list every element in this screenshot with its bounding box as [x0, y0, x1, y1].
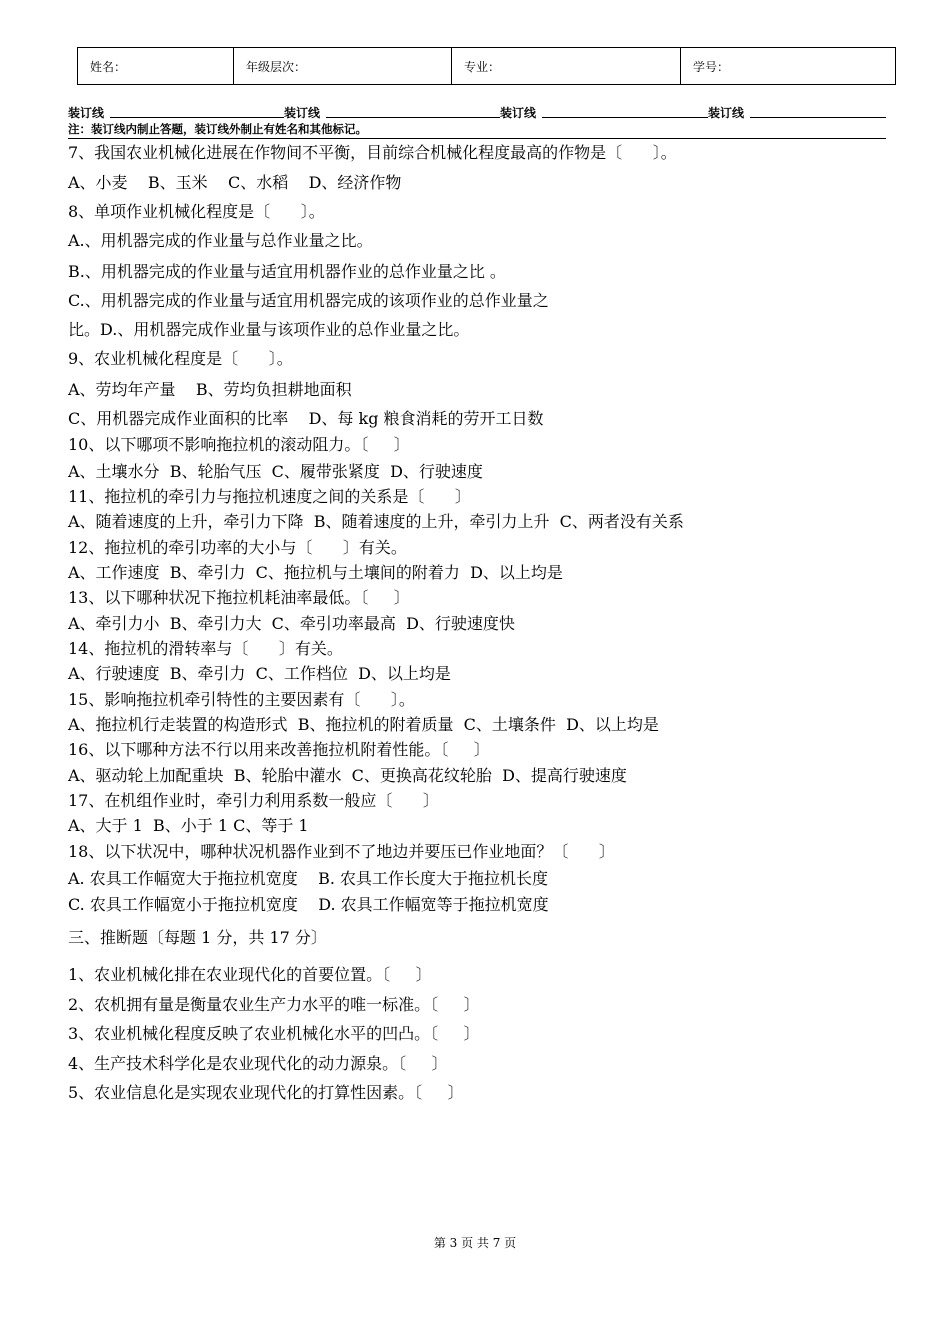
binding-line	[68, 104, 886, 118]
question-10-options: A、土壤水分 B、轮胎气压 C、履带张紧度 D、行驶速度	[68, 462, 483, 481]
binding-rule-1	[110, 117, 284, 118]
question-17-options: A、大于 1 B、小于 1 C、等于 1	[68, 816, 309, 835]
question-14: 14、拖拉机的滑转率与〔 〕有关。	[68, 639, 343, 658]
question-9-options-ab: A、劳均年产量 B、劳均负担耕地面积	[68, 380, 352, 399]
question-13: 13、以下哪种状况下拖拉机耗油率最低。〔 〕	[68, 588, 410, 607]
student-id-field[interactable]	[681, 48, 895, 84]
name-label: 姓名：	[90, 59, 127, 74]
grade-field[interactable]	[234, 48, 452, 84]
question-14-options: A、行驶速度 B、牵引力 C、工作档位 D、以上均是	[68, 664, 451, 683]
question-8: 8、单项作业机械化程度是〔 〕。	[68, 202, 325, 221]
binding-label-2: 装订线	[284, 106, 321, 120]
question-12-options: A、工作速度 B、牵引力 C、拖拉机与土壤间的附着力 D、以上均是	[68, 563, 563, 582]
question-10: 10、以下哪项不影响拖拉机的滚动阻力。〔 〕	[68, 435, 410, 454]
major-field[interactable]	[452, 48, 681, 84]
binding-rule-4	[750, 117, 886, 118]
question-15-options: A、拖拉机行走装置的构造形式 B、拖拉机的附着质量 C、土壤条件 D、以上均是	[68, 715, 659, 734]
judgement-2: 2、农机拥有量是衡量农业生产力水平的唯一标准。〔 〕	[68, 995, 480, 1014]
question-15: 15、影响拖拉机牵引特性的主要因素有〔 〕。	[68, 690, 415, 709]
question-11-options: A、随着速度的上升，牵引力下降 B、随着速度的上升，牵引力上升 C、两者没有关系	[68, 512, 684, 531]
question-18-options-ab: A. 农具工作幅宽大于拖拉机宽度 B. 农具工作长度大于拖拉机长度	[68, 869, 549, 888]
judgement-4: 4、生产技术科学化是农业现代化的动力源泉。〔 〕	[68, 1054, 448, 1073]
binding-note: 注：装订线内制止答题，装订线外制止有姓名和其他标记。	[68, 121, 886, 139]
question-8-option-c: C.、用机器完成的作业量与适宜用机器完成的该项作业的总作业量之	[68, 291, 549, 310]
question-12: 12、拖拉机的牵引功率的大小与〔 〕有关。	[68, 538, 407, 557]
student-info-table	[77, 47, 896, 85]
binding-label-4: 装订线	[708, 106, 745, 120]
judgement-1: 1、农业机械化排在农业现代化的首要位置。〔 〕	[68, 965, 432, 984]
question-8-option-b: B.、用机器完成的作业量与适宜用机器作业的总作业量之比 。	[68, 262, 506, 281]
name-field[interactable]	[78, 48, 234, 84]
question-17: 17、在机组作业时，牵引力利用系数一般应〔 〕	[68, 791, 439, 810]
binding-rule-2	[326, 117, 500, 118]
question-18-options-cd: C. 农具工作幅宽小于拖拉机宽度 D. 农具工作幅宽等于拖拉机宽度	[68, 895, 549, 914]
question-18: 18、以下状况中，哪种状况机器作业到不了地边并要压已作业地面？〔 〕	[68, 842, 615, 861]
question-7-options: A、小麦 B、玉米 C、水稻 D、经济作物	[68, 173, 402, 192]
question-8-option-a: A.、用机器完成的作业量与总作业量之比。	[68, 231, 373, 250]
question-9: 9、农业机械化程度是〔 〕。	[68, 349, 293, 368]
binding-label-1: 装订线	[68, 106, 105, 120]
judgement-5: 5、农业信息化是实现农业现代化的打算性因素。〔 〕	[68, 1083, 464, 1102]
question-16: 16、以下哪种方法不行以用来改善拖拉机附着性能。〔 〕	[68, 740, 490, 759]
question-13-options: A、牵引力小 B、牵引力大 C、牵引功率最高 D、行驶速度快	[68, 614, 515, 633]
binding-label-3: 装订线	[500, 106, 537, 120]
question-9-options-cd: C、用机器完成作业面积的比率 D、每 kg 粮食消耗的劳开工日数	[68, 409, 544, 428]
judgement-3: 3、农业机械化程度反映了农业机械化水平的凹凸。〔 〕	[68, 1024, 480, 1043]
binding-rule-3	[542, 117, 708, 118]
major-label: 专业：	[464, 59, 501, 74]
student-id-label: 学号：	[693, 59, 730, 74]
section-3-heading: 三、推断题〔每题 1 分，共 17 分〕	[68, 928, 327, 947]
question-11: 11、拖拉机的牵引力与拖拉机速度之间的关系是〔 〕	[68, 487, 471, 506]
question-16-options: A、驱动轮上加配重块 B、轮胎中灌水 C、更换高花纹轮胎 D、提高行驶速度	[68, 766, 627, 785]
page-number: 第 3 页 共 7 页	[433, 1236, 517, 1250]
grade-label: 年级层次：	[246, 59, 307, 74]
question-7: 7、我国农业机械化进展在作物间不平衡，目前综合机械化程度最高的作物是〔 〕。	[68, 143, 677, 162]
question-8-option-d: 比。D.、用机器完成作业量与该项作业的总作业量之比。	[68, 320, 470, 339]
